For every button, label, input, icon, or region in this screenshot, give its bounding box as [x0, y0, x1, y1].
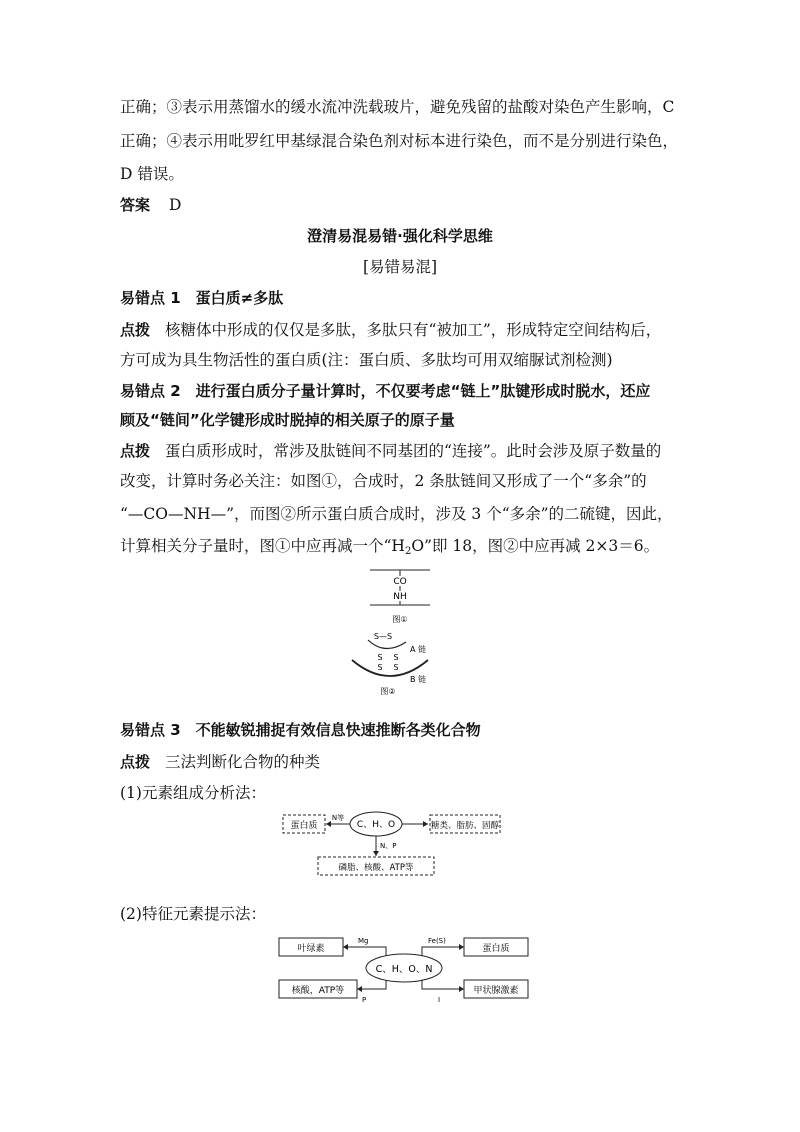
point3-tip	[120, 752, 320, 772]
right-box-label: 糖类、脂肪、固醇	[430, 821, 500, 831]
top-left-arrow-label: Mg	[358, 937, 369, 945]
characteristic-element-diagram	[276, 932, 532, 1004]
point2-tip-line-2: 改变，计算时务必关注：如图①，合成时，2 条肽链间又形成了一个“多余”的	[120, 472, 647, 490]
bottom-box-label: 磷脂、核酸、ATP等	[338, 863, 414, 873]
figure1-caption: 图①	[392, 615, 408, 624]
paragraph-line-3: D 错误。	[120, 165, 184, 183]
point2-tip-line-1	[120, 441, 661, 461]
point3-heading: 易错点 3 不能敏锐捕捉有效信息快速推断各类化合物	[120, 721, 481, 739]
chain-a-label: A 链	[410, 645, 427, 654]
point1-heading: 易错点 1 蛋白质≠多肽	[120, 289, 284, 307]
chain-b-label: B 链	[410, 675, 427, 684]
method-2-label: (2)特征元素提示法：	[120, 905, 266, 923]
figure-1	[360, 566, 440, 628]
point1-tip-line-1	[120, 320, 661, 340]
figure2-caption: 图②	[380, 687, 396, 696]
answer-label: 答案	[120, 196, 151, 214]
bottom-left-arrow-label: P	[362, 996, 367, 1004]
s-label: S	[393, 653, 399, 662]
tip-text: 三法判断化合物的种类	[164, 753, 320, 771]
left-box-label: 蛋白质	[290, 821, 318, 831]
ss-top-label: S—S	[373, 632, 393, 641]
subsection-title: [易错易混]	[362, 258, 438, 276]
bottom-right-arrow-label: I	[438, 996, 441, 1004]
point1-tip-line-2: 方可成为具生物活性的蛋白质(注：蛋白质、多肽均可用双缩脲试剂检测)	[120, 351, 613, 369]
element-analysis-diagram	[280, 808, 540, 878]
tip-label: 点拨	[120, 753, 151, 771]
tip-label: 点拨	[120, 442, 151, 460]
bottom-left-box-label: 核酸，ATP等	[291, 986, 345, 996]
bottom-right-box-label: 甲状腺激素	[473, 986, 519, 996]
point2-tip-line-4	[120, 536, 659, 562]
point2-heading-line-2: 顾及“链间”化学键形成时脱掉的相关原子的原子量	[120, 411, 455, 429]
tip-label: 点拨	[120, 321, 151, 339]
method-1-label: (1)元素组成分析法：	[120, 784, 266, 802]
paragraph-line-2: 正确；④表示用吡罗红甲基绿混合染色剂对标本进行染色，而不是分别进行染色，	[120, 132, 679, 150]
answer-value: D	[168, 196, 182, 214]
top-right-box-label: 蛋白质	[482, 944, 510, 954]
left-arrow-label: N等	[331, 814, 345, 822]
s-label: S	[393, 663, 399, 672]
center-label: C、H、O、N	[375, 964, 433, 975]
co-label: CO	[393, 577, 407, 587]
nh-label: NH	[393, 592, 407, 602]
center-label: C、H、O	[356, 820, 396, 830]
tip-text-b: O”即 18，图②中应再减 2×3＝6。	[411, 537, 660, 555]
point2-heading-line-1: 易错点 2 进行蛋白质分子量计算时，不仅要考虑“链上”肽键形成时脱水，还应	[120, 382, 651, 400]
paragraph-line-1: 正确；③表示用蒸馏水的缓水流冲洗载玻片，避免残留的盐酸对染色产生影响，C	[120, 98, 675, 116]
top-right-arrow-label: Fe(S)	[428, 937, 446, 945]
section-title: 澄清易混易错·强化科学思维	[307, 227, 493, 245]
top-left-box-label: 叶绿素	[297, 944, 325, 954]
subscript: 2	[404, 546, 412, 557]
tip-text: 核糖体中形成的仅仅是多肽，多肽只有“被加工”，形成特定空间结构后，	[164, 321, 662, 339]
tip-text: 蛋白质形成时，常涉及肽链间不同基团的“连接”。此时会涉及原子数量的	[164, 442, 662, 460]
point2-tip-line-3: “—CO—NH—”，而图②所示蛋白质合成时，涉及 3 个“多余”的二硫键，因此，	[120, 505, 673, 523]
down-arrow-label: N、P	[380, 842, 397, 850]
s-label: S	[377, 663, 383, 672]
figure-2	[340, 630, 450, 698]
answer-row	[120, 195, 181, 215]
s-label: S	[377, 653, 383, 662]
tip-text-a: 计算相关分子量时，图①中应再减一个“H	[120, 537, 405, 555]
